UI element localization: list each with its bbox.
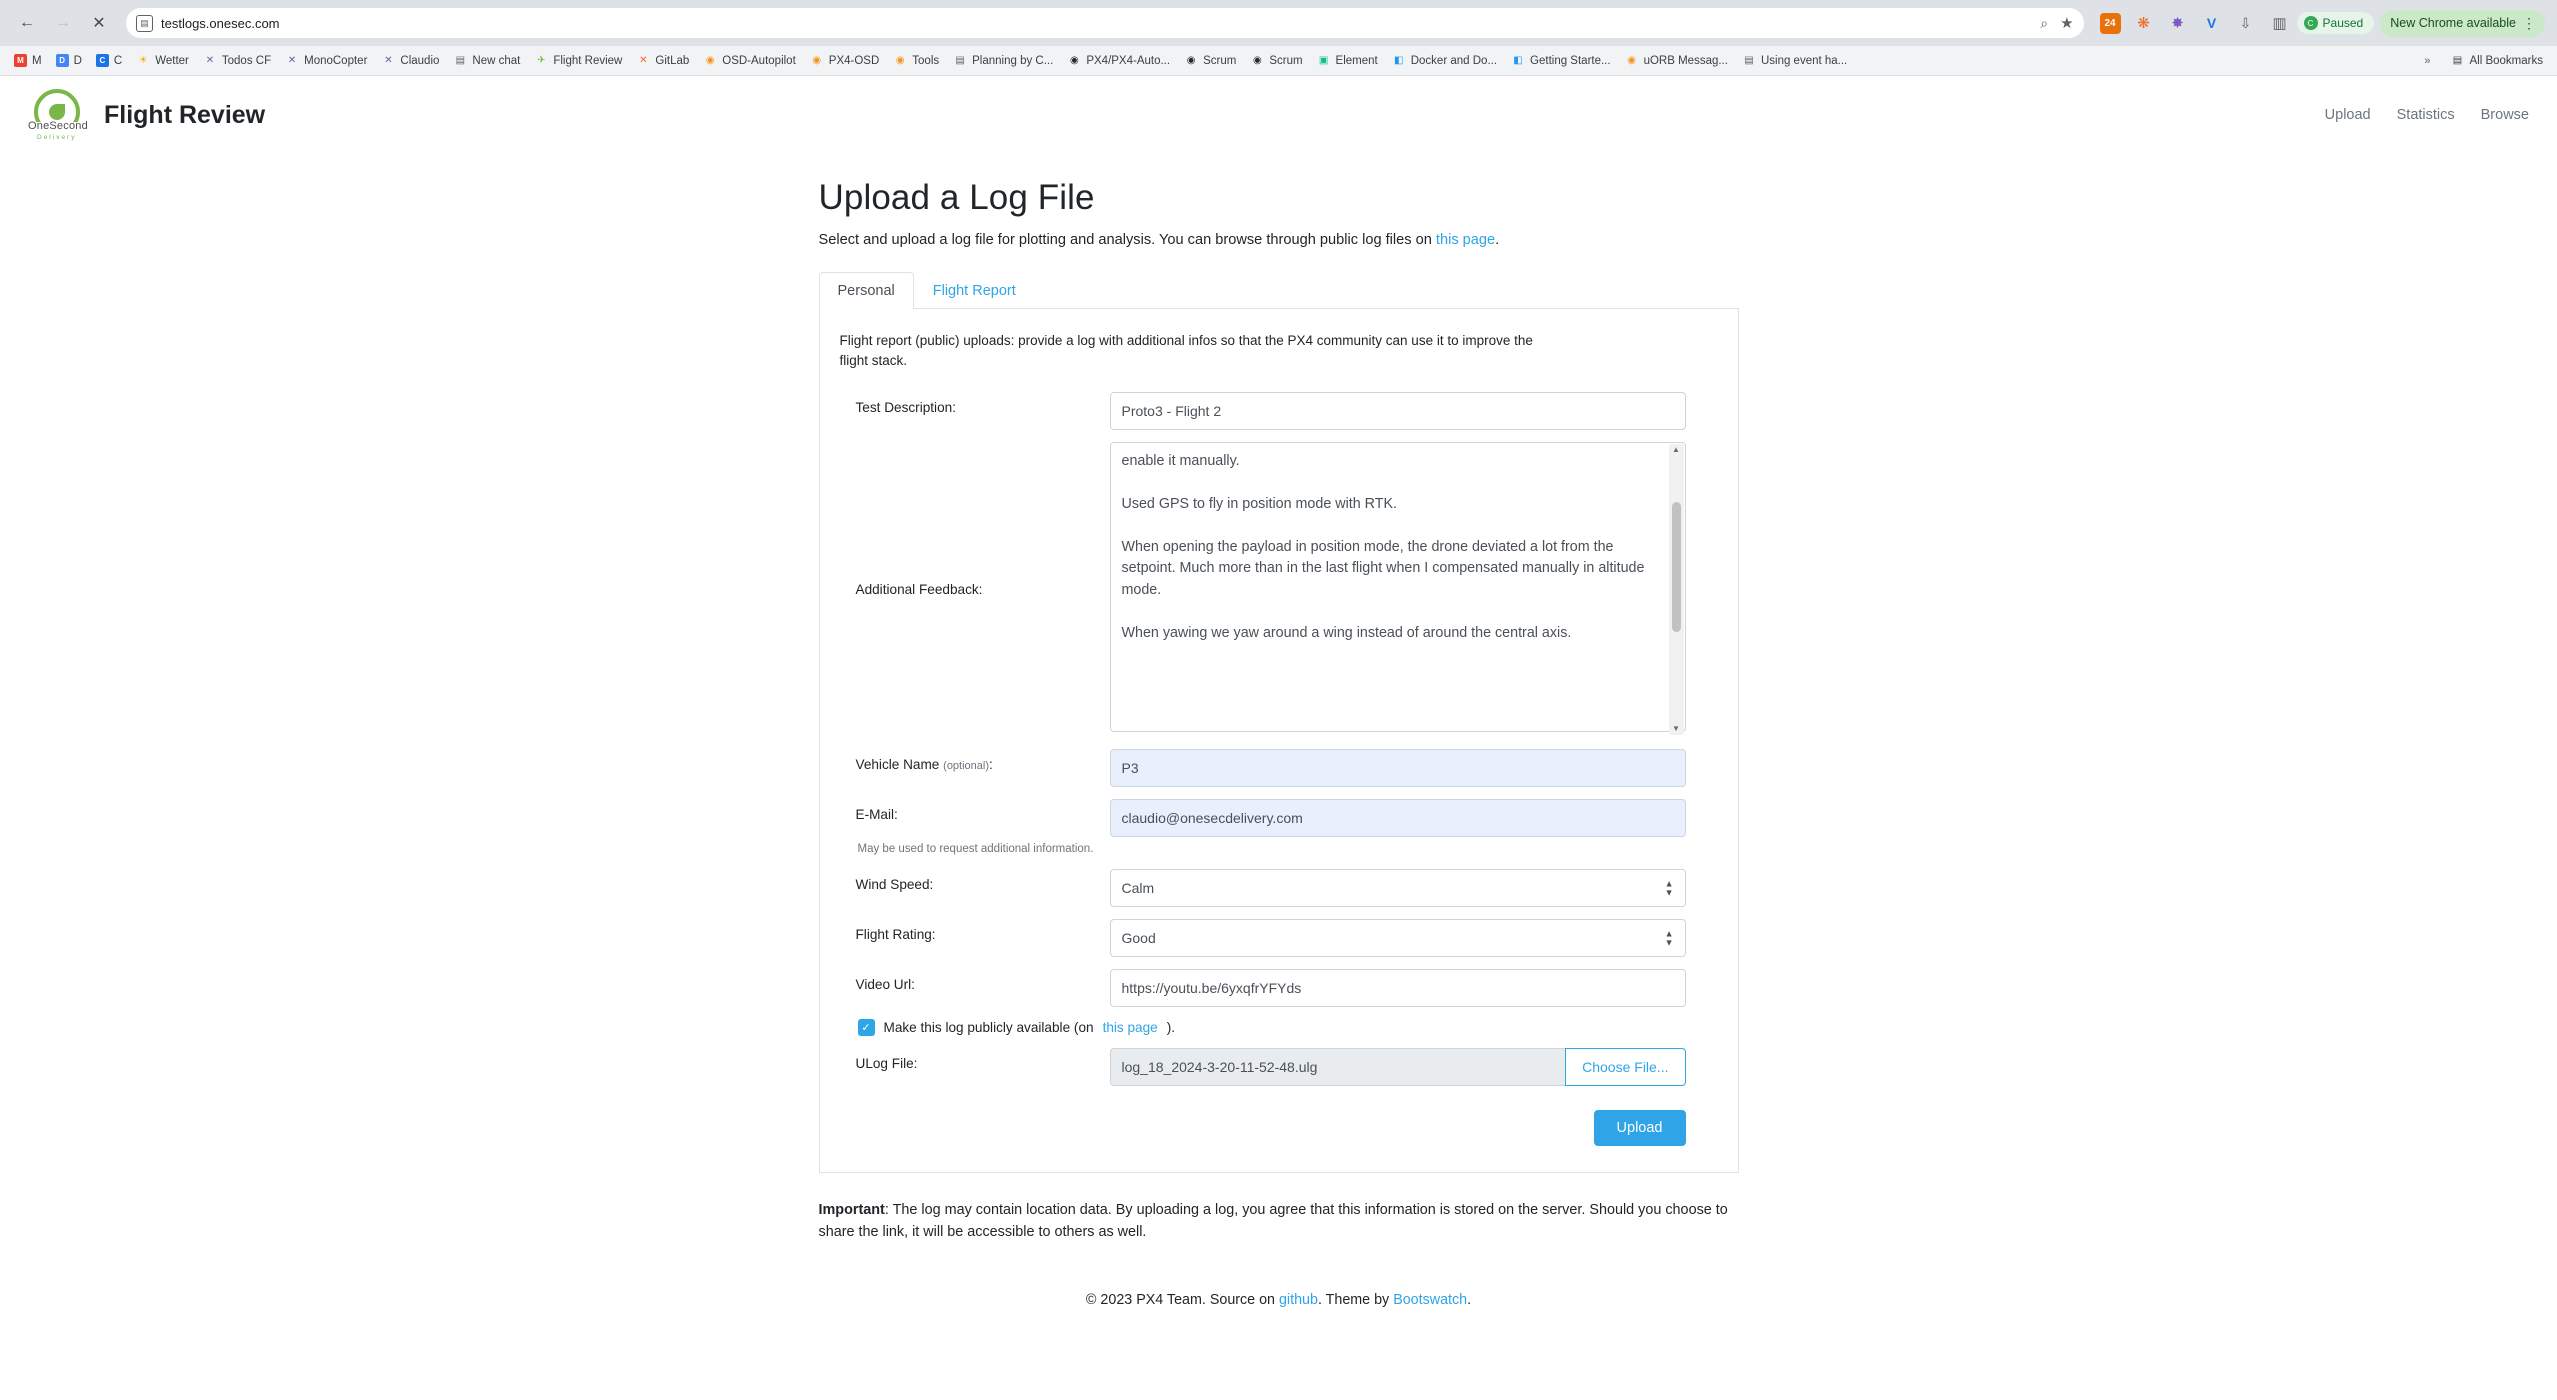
url-text: testlogs.onesec.com	[161, 15, 280, 31]
important-label: Important	[818, 1202, 885, 1219]
github-icon: ◉	[1252, 55, 1262, 66]
flight-rating-select[interactable]	[1110, 919, 1686, 957]
bookmark-item[interactable]	[1061, 51, 1176, 71]
browse-public-logs-link[interactable]: this page	[1435, 232, 1496, 248]
nav-links	[2325, 107, 2529, 123]
bookmark-label: Getting Starte...	[1530, 54, 1611, 67]
bookmark-item[interactable]	[630, 51, 695, 71]
bookmark-item[interactable]	[1244, 51, 1308, 71]
extension-icons	[2096, 12, 2291, 34]
bookmark-label: Element	[1335, 54, 1378, 67]
ulog-file-label: ULog File:	[855, 1056, 918, 1072]
search-icon[interactable]: ⌕	[2040, 14, 2049, 31]
bookmark-item[interactable]	[130, 51, 195, 71]
chat-icon: ▤	[455, 55, 466, 66]
footer-copyright: © 2023 PX4 Team. Source on	[1085, 1291, 1279, 1308]
back-icon: ←	[19, 14, 35, 31]
bookmark-label: New chat	[472, 54, 521, 67]
bookmark-star-icon[interactable]: ★	[2060, 15, 2074, 32]
bookmark-item[interactable]	[90, 51, 128, 70]
bookmark-label: Using event ha...	[1760, 54, 1848, 67]
bookmark-item[interactable]	[1386, 51, 1503, 71]
ulog-filename: log_18_2024-3-20-11-52-48.ulg	[1110, 1048, 1566, 1086]
github-icon: ◉	[1069, 55, 1079, 66]
tab-flight-report[interactable]: Flight Report	[932, 283, 1016, 299]
doc-icon: ▤	[955, 55, 965, 66]
page-content	[0, 76, 2557, 1400]
additional-feedback-label: Additional Feedback:	[855, 582, 983, 598]
bookmark-label: PX4-OSD	[828, 54, 880, 67]
forward-icon: →	[55, 14, 71, 31]
bookmark-item[interactable]	[1178, 51, 1242, 71]
puzzle-extension-icon[interactable]: ✸	[2171, 15, 2184, 32]
vehicle-name-label-text: Vehicle Name	[855, 757, 940, 773]
bookmark-item[interactable]	[887, 51, 945, 71]
public-log-text-after: ).	[1166, 1020, 1176, 1036]
main-container	[819, 154, 1739, 1308]
download-icon[interactable]: ⇩	[2239, 14, 2252, 31]
chrome-update-button[interactable]	[2380, 10, 2545, 37]
video-url-input[interactable]	[1110, 969, 1686, 1007]
nav-item-browse[interactable]: Browse	[2480, 107, 2529, 123]
flight-review-icon: ✈	[537, 55, 546, 66]
scroll-up-icon[interactable]: ▲	[1672, 445, 1680, 455]
field-vehicle-name	[838, 749, 1720, 787]
bookmark-label: Tools	[912, 54, 940, 67]
file-input-group[interactable]	[1110, 1048, 1686, 1086]
px4-icon: ◉	[705, 55, 715, 66]
bookmark-label: Planning by C...	[972, 54, 1054, 67]
bookmark-label: Scrum	[1203, 54, 1237, 67]
jira-icon: ✕	[384, 55, 393, 66]
v-extension-icon[interactable]: V	[2206, 15, 2217, 31]
gmail-icon: M	[14, 54, 27, 67]
video-url-label: Video Url:	[855, 977, 915, 993]
public-log-checkbox-row[interactable]	[858, 1019, 1720, 1036]
bookmark-item[interactable]	[1505, 51, 1617, 71]
stop-reload-button[interactable]	[84, 8, 114, 38]
github-icon: ◉	[1186, 55, 1196, 66]
menu-kebab-icon[interactable]: ⋮	[2522, 14, 2535, 31]
all-bookmarks-button[interactable]	[2445, 51, 2550, 71]
github-link[interactable]: github	[1278, 1291, 1318, 1308]
bookmark-item[interactable]	[50, 51, 88, 70]
field-ulog-file	[838, 1048, 1720, 1086]
doc-icon: ▤	[1744, 55, 1754, 66]
onesecond-logo	[28, 89, 90, 141]
email-label: E-Mail:	[855, 807, 898, 823]
important-note	[819, 1199, 1739, 1244]
chevron-updown-icon: ▲ ▼	[1664, 928, 1674, 948]
field-video-url	[838, 969, 1720, 1007]
flight-rating-label: Flight Rating:	[855, 927, 936, 943]
additional-feedback-textarea[interactable]	[1110, 442, 1686, 732]
field-wind-speed	[838, 869, 1720, 907]
test-description-label: Test Description:	[855, 400, 956, 416]
scroll-down-icon[interactable]: ▼	[1672, 724, 1680, 734]
bookmark-label: M	[32, 54, 42, 67]
nav-item-statistics[interactable]: Statistics	[2396, 107, 2455, 123]
update-label: New Chrome available	[2390, 16, 2516, 30]
profile-avatar: C	[2304, 16, 2318, 30]
vehicle-name-label	[838, 749, 1110, 772]
site-navbar	[0, 76, 2557, 154]
bookmark-label: OSD-Autopilot	[722, 54, 796, 67]
field-flight-rating	[838, 919, 1720, 957]
element-icon: ▣	[1318, 55, 1329, 66]
textarea-scrollbar[interactable]	[1669, 444, 1684, 735]
px4-icon: ◉	[1627, 55, 1636, 66]
lead-text-after: .	[1495, 232, 1500, 248]
bookmark-item[interactable]	[8, 51, 48, 70]
public-log-text-before: Make this log publicly available (on	[883, 1020, 1094, 1036]
vehicle-name-colon: :	[989, 757, 993, 773]
vehicle-name-optional: (optional)	[943, 760, 990, 773]
browser-toolbar	[0, 0, 2557, 46]
bookmark-item[interactable]	[804, 51, 886, 71]
logo-line2: Delivery	[37, 134, 77, 141]
folder-icon: ▤	[2452, 55, 2463, 66]
stop-icon: ✕	[92, 15, 106, 32]
footer-end: .	[1467, 1291, 1472, 1308]
bookmark-label: Wetter	[155, 54, 189, 67]
wind-speed-select[interactable]	[1110, 869, 1686, 907]
public-log-link[interactable]: this page	[1102, 1020, 1158, 1036]
bookmark-item-flight-review[interactable]	[528, 51, 628, 71]
important-body: : The log may contain location data. By uploading a log, you agree that this information is stored on the server. Should you choose to share the link, it will be accessible to others as well.	[818, 1202, 1728, 1241]
bookmark-label: uORB Messag...	[1643, 54, 1728, 67]
upload-tabs	[819, 272, 1739, 309]
nav-item-upload[interactable]: Upload	[2324, 107, 2371, 123]
jira-icon: ✕	[205, 55, 215, 66]
bookmark-label: Flight Review	[553, 54, 623, 67]
site-info-icon[interactable]: ▤	[136, 15, 153, 32]
bookmark-label: Scrum	[1269, 54, 1303, 67]
brand-title: Flight Review	[104, 100, 266, 129]
choose-file-button[interactable]: Choose File...	[1565, 1048, 1685, 1086]
bookmarks-bar	[0, 46, 2557, 76]
test-description-input[interactable]	[1110, 392, 1686, 430]
docker-icon: ◧	[1513, 55, 1523, 66]
field-email	[838, 799, 1720, 837]
profile-paused-chip[interactable]	[2297, 12, 2375, 34]
back-button[interactable]	[12, 8, 42, 38]
field-test-description	[838, 392, 1720, 430]
orange-extension-icon[interactable]: 24	[2100, 13, 2121, 34]
footer-middle: . Theme by	[1317, 1291, 1394, 1308]
bookmark-label: PX4/PX4-Auto...	[1086, 54, 1171, 67]
bookmark-label: MonoCopter	[304, 54, 368, 67]
submit-row	[838, 1110, 1720, 1146]
bookmark-item[interactable]	[697, 51, 802, 71]
bookmarks-overflow-button[interactable]: »	[2424, 54, 2431, 67]
paused-label: Paused	[2322, 16, 2364, 30]
bookmark-item[interactable]	[1619, 51, 1734, 71]
chevron-updown-icon: ▲ ▼	[1664, 878, 1674, 898]
side-panel-icon[interactable]: ▥	[2272, 15, 2287, 32]
address-bar[interactable]	[126, 8, 2084, 38]
panel-note: Flight report (public) uploads: provide a log with additional infos so that the PX4 community can use it to improve the flight stack.	[839, 333, 1533, 368]
bookmark-item[interactable]	[197, 51, 277, 71]
bootswatch-link[interactable]: Bootswatch	[1393, 1291, 1468, 1308]
jira-icon: ✕	[287, 55, 297, 66]
bookmark-item[interactable]	[279, 51, 373, 71]
px4-icon: ◉	[812, 55, 822, 66]
logo-line1: OneSecond	[28, 120, 88, 132]
all-bookmarks-label: All Bookmarks	[2469, 54, 2543, 67]
email-field[interactable]	[1110, 799, 1686, 837]
lead-text-before: Select and upload a log file for plotting and analysis. You can browse through public log files on	[818, 232, 1436, 248]
weather-icon: ☀	[138, 55, 148, 66]
wind-speed-label: Wind Speed:	[855, 877, 934, 893]
upload-form-panel	[819, 309, 1739, 1173]
forward-button[interactable]	[48, 8, 78, 38]
vehicle-name-input[interactable]	[1110, 749, 1686, 787]
bookmark-item[interactable]	[447, 51, 526, 71]
px4-icon: ◉	[895, 55, 905, 66]
bookmark-label: Claudio	[400, 54, 440, 67]
scroll-thumb[interactable]	[1672, 502, 1681, 632]
docker-icon: ◧	[1394, 55, 1404, 66]
site-footer	[819, 1292, 1739, 1308]
upload-button[interactable]: Upload	[1594, 1110, 1686, 1146]
bookmark-item[interactable]	[1736, 51, 1853, 71]
public-log-checkbox[interactable]: ✓	[858, 1019, 875, 1036]
lead-text	[819, 232, 1739, 248]
page-title: Upload a Log File	[818, 178, 1095, 217]
gitlab-icon: ✕	[639, 55, 648, 66]
bookmark-label: C	[113, 54, 123, 67]
brand[interactable]	[28, 89, 265, 141]
browser-chrome	[0, 0, 2557, 76]
bookmark-label: D	[73, 54, 82, 67]
calendar-icon: C	[96, 54, 109, 67]
bookmark-label: GitLab	[655, 54, 690, 67]
bookmark-item[interactable]	[947, 51, 1059, 71]
bookmark-item[interactable]	[375, 51, 445, 71]
rss-extension-icon[interactable]: ❋	[2137, 15, 2150, 32]
bookmark-label: Docker and Do...	[1410, 54, 1498, 67]
bookmark-item[interactable]	[1311, 51, 1384, 71]
field-additional-feedback	[838, 442, 1720, 737]
drive-icon: D	[56, 54, 69, 67]
tab-personal[interactable]: Personal	[819, 272, 914, 309]
bookmark-label: Todos CF	[221, 54, 272, 67]
email-help-text: May be used to request additional information.	[857, 843, 1094, 856]
